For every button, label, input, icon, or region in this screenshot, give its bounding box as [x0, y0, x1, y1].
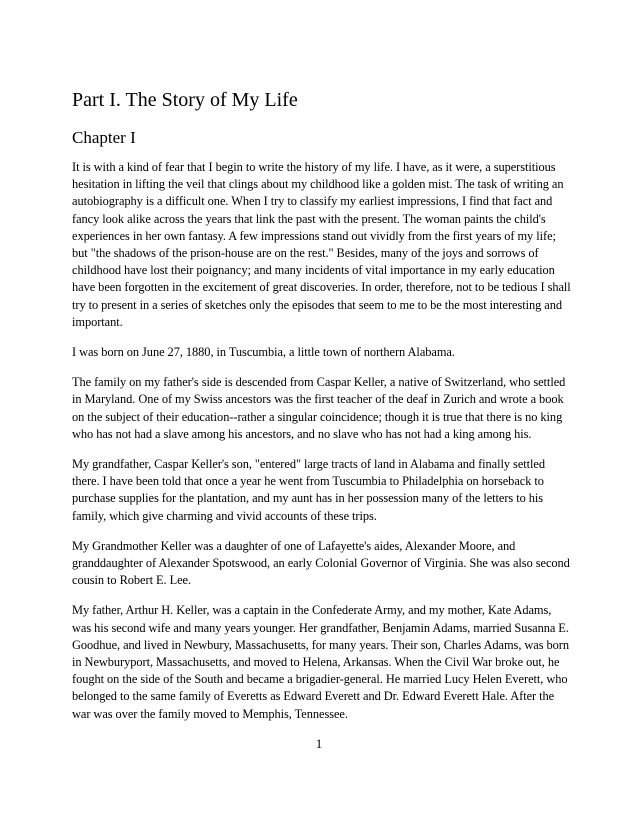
page-number: 1: [315, 736, 323, 751]
document-page: [72, 88, 572, 736]
chapter-title: Chapter I: [72, 128, 136, 147]
paragraph-5: My Grandmother Keller was a daughter of one of Lafayette's aides, Alexander Moore, and granddaughter of Alexander Spotswood, an early Colonial Governor of Virginia. She was also second cousin to Robert E. Lee.: [72, 538, 570, 588]
paragraph-3: The family on my father's side is descended from Caspar Keller, a native of Switzerland, who settled in Maryland. One of my Swiss ancestors was the first teacher of the deaf in Zurich and wrote a book on the subject of their education--rather a singular coincidence; though it is true that there is no king who has not had a slave among his ancestors, and no slave who has not had a king among his.: [72, 375, 566, 441]
paragraph-1: It is with a kind of fear that I begin to write the history of my life. I have, as it were, a superstitious hesitation in lifting the veil that clings about my childhood like a golden mist. The task of writing an autobiography is a difficult one. When I try to classify my earliest impressions, I find that fact and fancy look alike across the years that link the past with the present. The woman paints the child's experiences in her own fantasy. A few impressions stand out vividly from the first years of my life; but "the shadows of the prison-house are on the rest." Besides, many of the joys and sorrows of childhood have lost their poignancy; and many incidents of vital importance in my early education have been forgotten in the excitement of great discoveries. In order, therefore, not to be tedious I shall try to present in a series of sketches only the episodes that seem to me to be the most interesting and important.: [72, 160, 571, 329]
paragraph-4: My grandfather, Caspar Keller's son, "entered" large tracts of land in Alabama and finally settled there. I have been told that once a year he went from Tuscumbia to Philadelphia on horseback to purchase supplies for the plantation, and my aunt has in her possession many of the letters to his family, which give charming and vivid accounts of these trips.: [72, 457, 545, 523]
paragraph-6: My father, Arthur H. Keller, was a captain in the Confederate Army, and my mother, Kate Adams, was his second wife and many years younger. Her grandfather, Benjamin Adams, married Susanna E. Goodhue, and lived in Newbury, Massachusetts, for many years. Their son, Charles Adams, was born in Newburyport, Massachusetts, and moved to Helena, Arkansas. When the Civil War broke out, he fought on the side of the South and became a brigadier-general. He married Lucy Helen Everett, who belonged to the same family of Everetts as Edward Everett and Dr. Edward Everett Hale. After the war was over the family moved to Memphis, Tennessee.: [72, 603, 569, 721]
part-title: Part I. The Story of My Life: [72, 89, 298, 111]
paragraph-2: I was born on June 27, 1880, in Tuscumbia, a little town of northern Alabama.: [72, 345, 455, 360]
